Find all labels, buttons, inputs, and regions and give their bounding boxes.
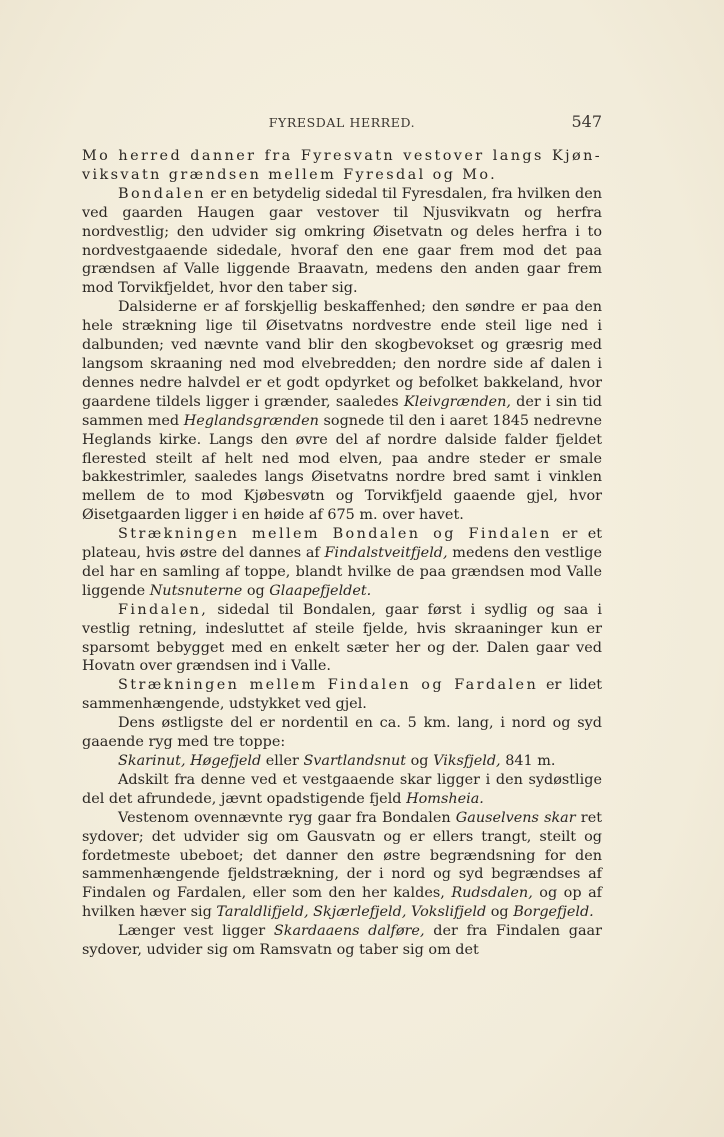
paragraph-8	[82, 752, 602, 771]
spaced-text: Strækningen mellem Bondalen og Findalen	[118, 526, 552, 543]
paragraph-text: er en betydelig sidedal til Fyresdalen, fra hvilken den ved gaarden Haugen gaar vestover til Njusvikvatn og herfra nordvestlig; den udvider sig omkring Øisetvatn og deles herfra i to nordvestgaaende sidedale, hvoraf den ene gaar frem mod det paa grændsen af Valle liggende Braavatn, medens den anden gaar frem mod Torvikfjeldet, hvor den taber sig.	[82, 185, 602, 297]
italic-place-name: Borgefjeld.	[513, 904, 594, 921]
paragraph-text: Adskilt fra denne ved et vestgaaende skar ligger i den sydøstlige del det afrundede, jævnt opadstigende fjeld	[82, 771, 602, 807]
paragraph-4	[82, 525, 602, 601]
italic-place-name: Svartlandsnut	[303, 753, 407, 769]
paragraph-text: Dalsiderne er af forskjellig beskaffenhed; den søndre er paa den hele strækning lige til Øisetvatns nordvestre ende steil lige ned i dalbunden; ved nævnte vand blir den skogbevokset og græsrig med langsom skraaning ned mod elvebredden; den nordre side af dalen i dennes nedre halvdel er et godt opdyrket og befolket bakkeland, hvor gaardene tildels ligger i grænder, saaledes	[82, 299, 602, 410]
paragraph-text: sognede til den i aaret 1845 nedrevne Heglands kirke. Langs den øvre del af nordre dalside falder fjeldet flerested steilt af helt ned mod elven, paa andre steder er smale bakkestrimler, saaledes langs Øisetvatns nordre bred samt i vinklen mellem de to mod Kjøbesvøtn og Torvikfjeld gaaende gjel, hvor Øisetgaarden ligger i en høide af 675 m. over havet.	[82, 412, 602, 524]
paragraph-11	[82, 922, 602, 960]
paragraph-text: Dens østligste del er nordentil en ca. 5 km. lang, i nord og syd gaaende ryg med tre toppe:	[82, 715, 602, 751]
paragraph-text: og op af hvilken hæver sig	[82, 885, 602, 921]
paragraph-text: og	[242, 582, 270, 599]
page-number: 547	[571, 112, 602, 131]
paragraph-1	[82, 147, 602, 185]
paragraph-text: Vestenom ovennævnte ryg gaar fra Bondalen	[118, 809, 456, 826]
italic-place-name: Gauselvens skar	[455, 809, 576, 826]
italic-place-name: Skarinut, Høgefjeld	[118, 753, 262, 769]
paragraph-text: Længer vest ligger	[118, 923, 274, 940]
running-title: FYRESDAL HERRED.	[268, 115, 416, 130]
body-text	[82, 147, 602, 960]
italic-place-name: Glaapefjeldet.	[269, 582, 372, 599]
paragraph-text: er et plateau, hvis østre del dannes af	[82, 526, 602, 562]
paragraph-text: og	[486, 904, 514, 921]
spaced-text: Findalen,	[118, 601, 209, 618]
paragraph-5	[82, 601, 602, 677]
paragraph-text: sidedal til Bondalen, gaar først i sydlig og saa i vestlig retning, indesluttet af steile fjelde, hvis skraaninger kun er sparsomt bebygget med en enkelt sæter her og der. Dalen gaar ved Hovatn over grændsen ind i Valle.	[82, 601, 602, 675]
paragraph-text: eller	[261, 753, 304, 769]
italic-place-name: Nutsnuterne	[149, 582, 243, 599]
running-head	[82, 112, 602, 132]
paragraph-text: 841 m.	[500, 753, 556, 769]
italic-place-name: Findalstveitfjeld,	[324, 545, 448, 562]
spaced-text: Bondalen	[118, 185, 206, 202]
paragraph-6	[82, 676, 602, 714]
paragraph-9	[82, 771, 602, 809]
italic-place-name: Homsheia.	[406, 790, 484, 807]
paragraph-10	[82, 809, 602, 922]
paragraph-text: der fra Findalen gaar sydover, udvider sig om Ramsvatn og taber sig om det	[82, 923, 602, 959]
paragraph-text: og	[406, 753, 434, 769]
paragraph-text: ret sydover; det udvider sig om Gausvatn og er ellers trangt, steilt og fordetmeste ubeboet; det danner den østre begrændsning for den sammenhængende fjeldstrækning, der i nord og syd begrændses af Findalen og Fardalen, eller som den her kaldes,	[82, 809, 602, 902]
italic-place-name: Rudsdalen,	[451, 885, 533, 902]
italic-place-name: Kleivgrænden,	[403, 393, 511, 410]
paragraph-text: er lidet sammenhængende, udstykket ved gjel.	[82, 677, 603, 713]
paragraph-3	[82, 298, 602, 525]
paragraph-7	[82, 714, 602, 752]
spaced-text: Strækningen mellem Findalen og Fardalen	[118, 677, 539, 694]
spaced-text: Mo herred danner fra Fyresvatn vestover langs Kjøn-viksvatn grændsen mellem Fyresdal og Mo.	[82, 148, 602, 183]
paragraph-2	[82, 185, 602, 298]
paragraph-text: der i sin tid sammen med	[82, 393, 602, 429]
paragraph-text: medens den vestlige del har en samling af toppe, blandt hvilke de paa grændsen mod Valle liggende	[82, 545, 603, 599]
italic-place-name: Taraldlifjeld, Skjærlefjeld, Vokslifjeld	[216, 904, 487, 921]
italic-place-name: Skardaaens dalføre,	[273, 923, 425, 940]
italic-place-name: Heglandsgrænden	[183, 412, 319, 429]
italic-place-name: Viksfjeld,	[433, 753, 501, 769]
